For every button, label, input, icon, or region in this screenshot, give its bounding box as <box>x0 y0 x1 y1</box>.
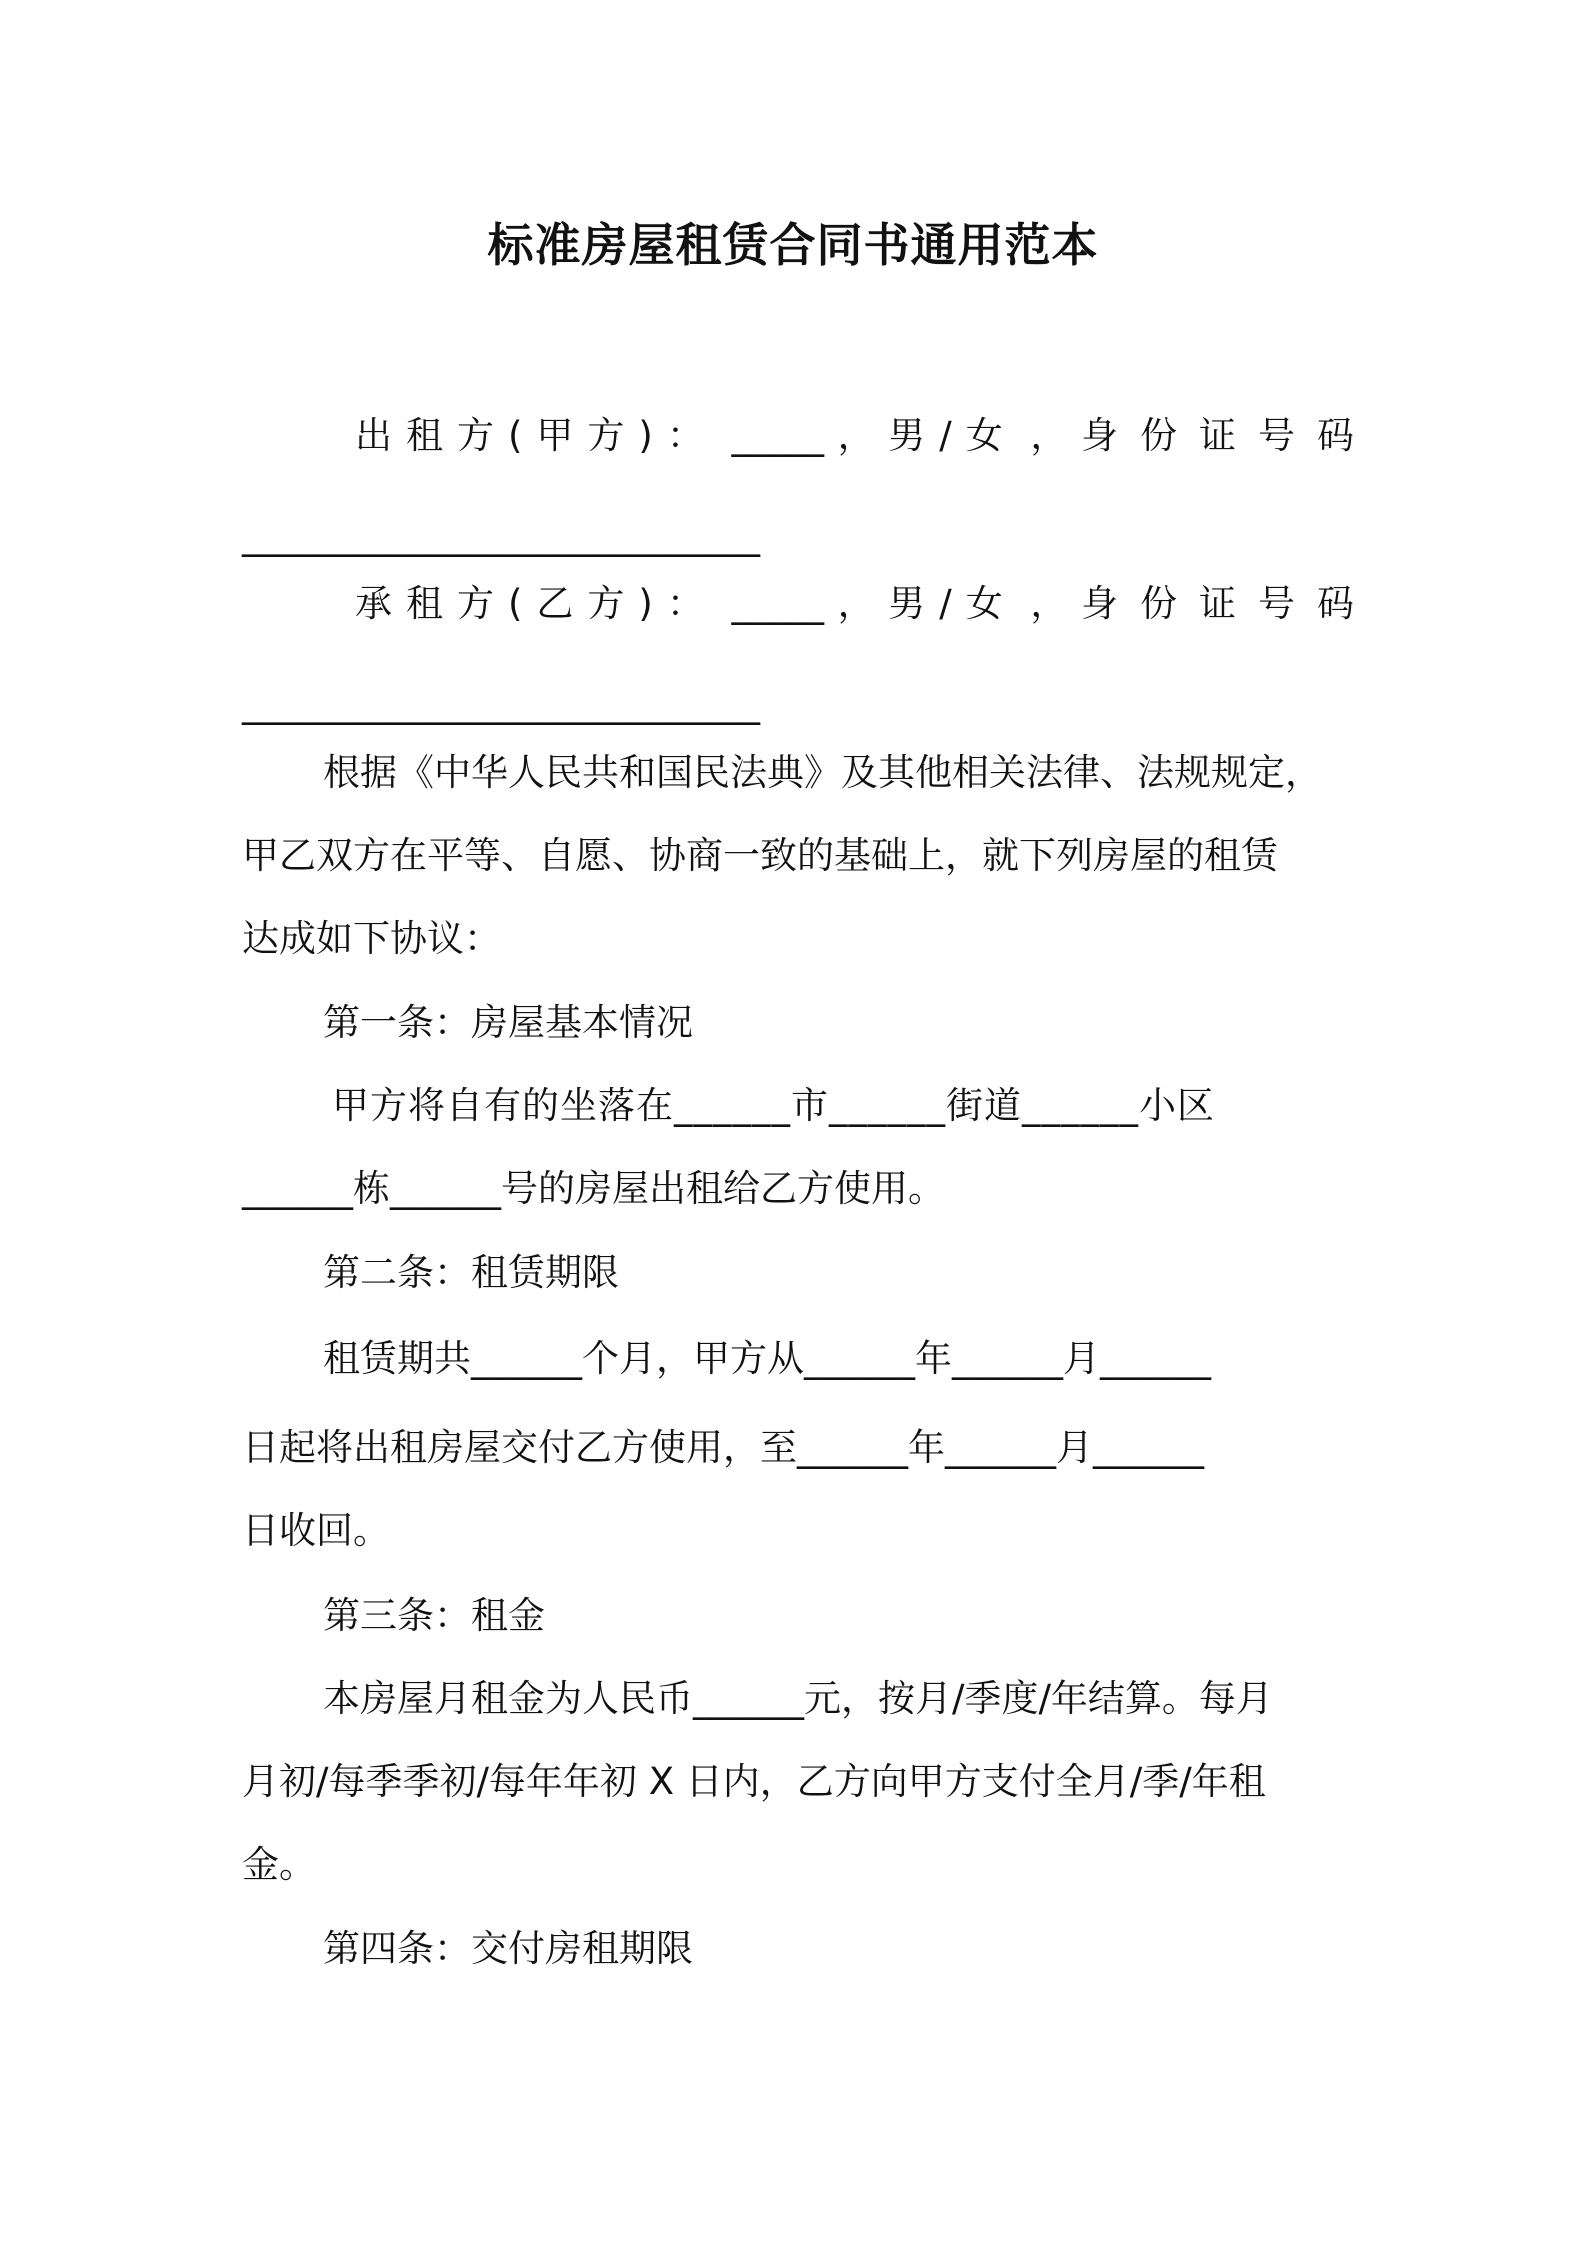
article-3-heading: 第三条：租金 <box>323 1594 545 1637</box>
lessor-line <box>355 410 1376 462</box>
article-3-line-1: 本房屋月租金为人民币______元，按月/季度/年结算。每月 <box>323 1677 1273 1720</box>
article-4-heading: 第四条：交付房租期限 <box>323 1927 693 1970</box>
article-2-line-2: 日起将出租房屋交付乙方使用，至______年______月______ <box>242 1426 1204 1469</box>
lessee-label: 承租方(乙方)： <box>355 582 718 625</box>
article-1-heading: 第一条：房屋基本情况 <box>323 1001 693 1044</box>
lessee-gender: 男/女 <box>888 582 1017 625</box>
article-1-line-2: ______栋______号的房屋出租给乙方使用。 <box>242 1167 945 1210</box>
lessor-label: 出租方(甲方)： <box>355 414 718 457</box>
preamble-line-1: 根据《中华人民共和国民法典》及其他相关法律、法规规定， <box>323 751 1322 794</box>
lessee-sep1: ， <box>837 582 875 625</box>
document-title: 标准房屋租赁合同书通用范本 <box>487 218 1099 272</box>
article-2-line-3: 日收回。 <box>242 1509 390 1552</box>
lessor-sep1: ， <box>837 414 875 457</box>
lessor-sep2: ， <box>1030 414 1068 457</box>
preamble-line-3: 达成如下协议： <box>242 917 501 960</box>
lessee-line <box>355 578 1376 630</box>
lessee-name-blank: _____ <box>731 582 824 625</box>
article-3-line-3: 金。 <box>242 1843 316 1886</box>
preamble-line-2: 甲乙双方在平等、自愿、协商一致的基础上，就下列房屋的租赁 <box>242 834 1278 877</box>
article-1-line-1: 甲方将自有的坐落在______市______街道______小区 <box>332 1084 1215 1127</box>
lessor-id-label: 身份证号码 <box>1080 414 1376 457</box>
article-3-line-2: 月初/每季季初/每年年初 X 日内，乙方向甲方支付全月/季/年租 <box>242 1760 1266 1803</box>
lessor-name-blank: _____ <box>731 414 824 457</box>
article-2-heading: 第二条：租赁期限 <box>323 1251 619 1294</box>
article-2-line-1: 租赁期共______个月，甲方从______年______月______ <box>323 1337 1211 1380</box>
lessee-id-label: 身份证号码 <box>1080 582 1376 625</box>
lessor-gender: 男/女 <box>888 414 1017 457</box>
lessee-sep2: ， <box>1030 582 1068 625</box>
lessor-id-blank: ____________________________ <box>242 514 760 557</box>
lessee-id-blank: ____________________________ <box>242 682 760 725</box>
